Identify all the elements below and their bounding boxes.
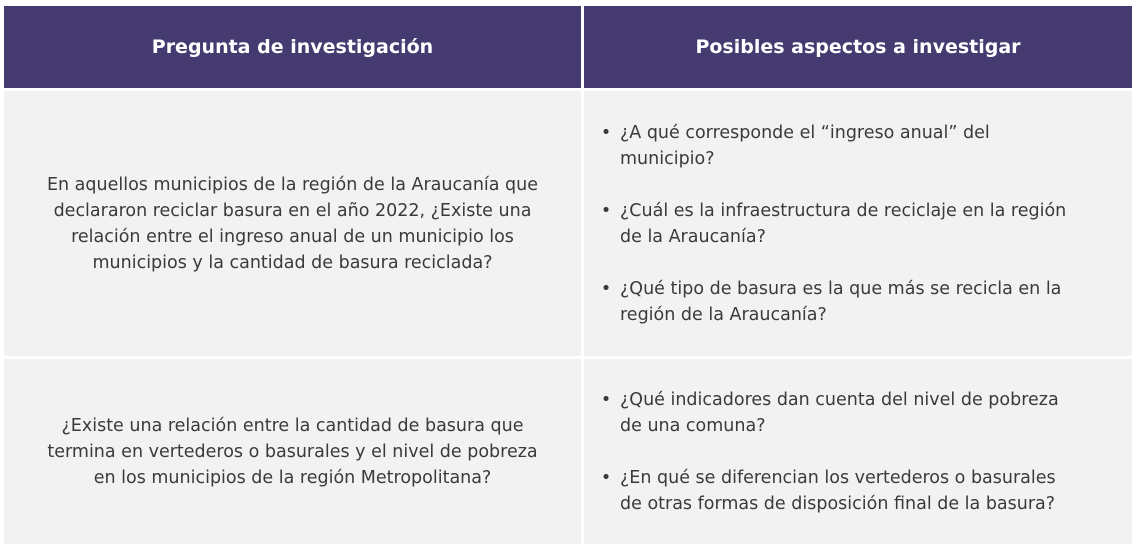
bullet-icon: • [600, 389, 612, 410]
row-2-question [4, 359, 581, 544]
aspect-line: región de la Araucanía? [620, 304, 827, 325]
aspect-line: municipio? [620, 148, 715, 169]
aspect-line: ¿Qué tipo de basura es la que más se recicla en la [620, 278, 1062, 299]
aspect-line: de la Araucanía? [620, 226, 766, 247]
bullet-icon: • [600, 200, 612, 221]
header-possible-aspects: Posibles aspectos a investigar [584, 6, 1132, 88]
aspect-line: ¿Qué indicadores dan cuenta del nivel de pobreza [620, 389, 1059, 410]
aspect-item [592, 387, 1112, 439]
question-line: municipios y la cantidad de basura reciclada? [92, 252, 493, 273]
question-line: relación entre el ingreso anual de un municipio los [71, 226, 514, 247]
row-1-aspects [584, 91, 1132, 356]
row-1-question [4, 91, 581, 356]
question-line: En aquellos municipios de la región de la Araucanía que [46, 174, 539, 195]
aspect-line: ¿En qué se diferencian los vertederos o basurales [620, 467, 1056, 488]
header-research-question: Pregunta de investigación [4, 6, 581, 88]
aspect-item [592, 120, 1112, 172]
question-line: ¿Existe una relación entre la cantidad de basura que [61, 415, 524, 436]
aspect-line: de una comuna? [620, 415, 766, 436]
bullet-icon: • [600, 122, 612, 143]
aspect-item [592, 276, 1112, 328]
aspect-line: ¿A qué corresponde el “ingreso anual” del [620, 122, 990, 143]
row-2-aspects [584, 359, 1132, 544]
bullet-icon: • [600, 278, 612, 299]
aspect-item [592, 198, 1112, 250]
research-table [4, 6, 1132, 544]
aspect-line: de otras formas de disposición final de la basura? [620, 493, 1056, 514]
aspect-item [592, 465, 1112, 517]
question-line: termina en vertederos o basurales y el nivel de pobreza [47, 441, 538, 462]
question-line: declararon reciclar basura en el año 2022, ¿Existe una [53, 200, 532, 221]
question-line: en los municipios de la región Metropolitana? [93, 467, 492, 488]
bullet-icon: • [600, 467, 612, 488]
aspect-line: ¿Cuál es la infraestructura de reciclaje en la región [620, 200, 1067, 221]
